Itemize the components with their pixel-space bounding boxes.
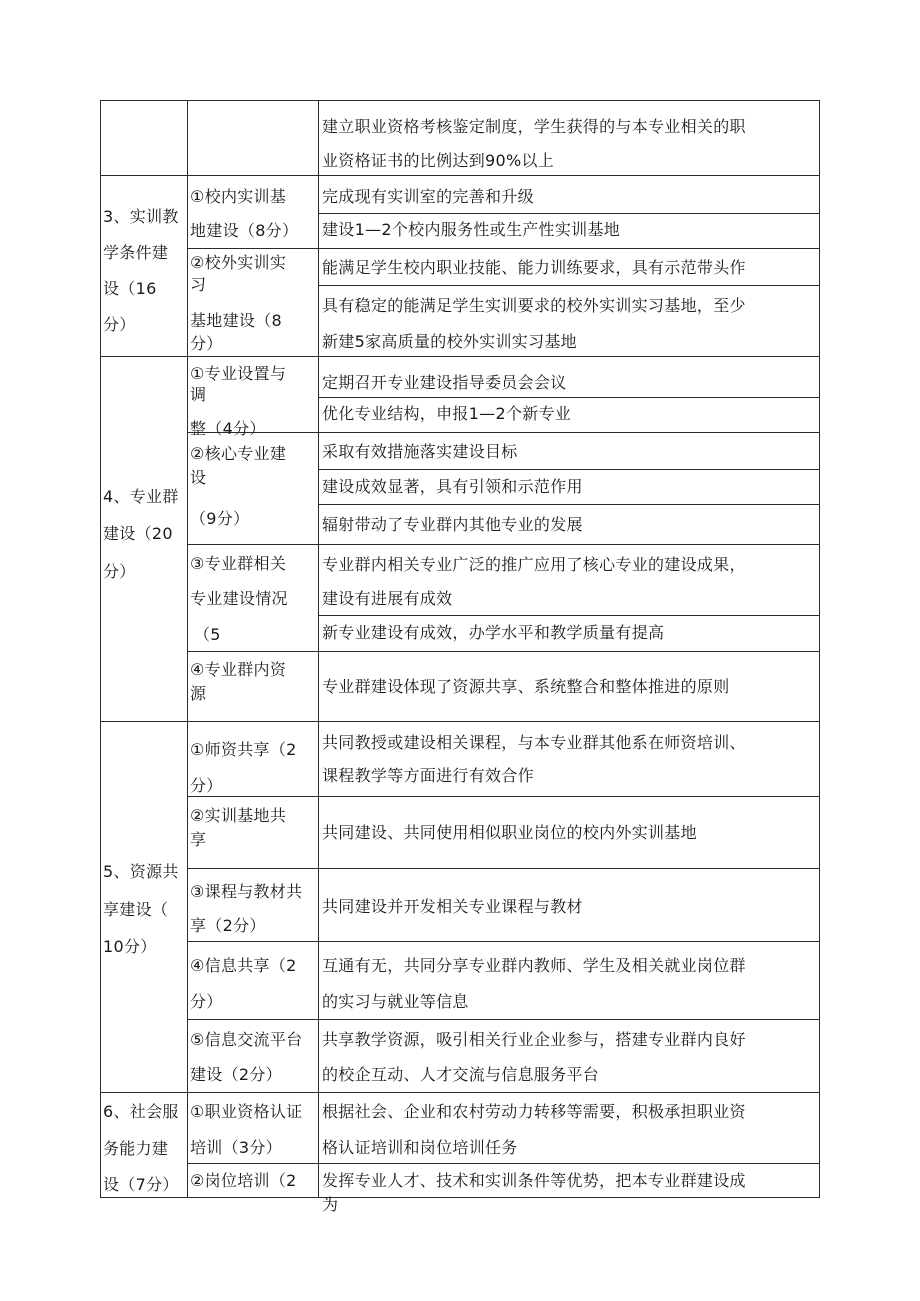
category-label: 享建设（ — [103, 900, 169, 919]
requirement-text: 共同建设、共同使用相似职业岗位的校内外实训基地 — [322, 823, 697, 842]
requirement-text: 根据社会、企业和农村劳动力转移等需要，积极承担职业资 — [322, 1102, 746, 1121]
cell-divider — [318, 504, 820, 505]
requirement-text: 具有稳定的能满足学生实训要求的校外实训实习基地，至少 — [322, 296, 746, 315]
cell-divider — [187, 651, 820, 652]
subitem-cell — [188, 357, 317, 438]
requirement-text: 采取有效措施落实建设目标 — [322, 442, 518, 461]
requirement-text: 建设有进展有成效 — [322, 589, 453, 608]
table-right-border — [819, 100, 820, 1198]
requirement-text: 专业群内相关专业广泛的推广应用了核心专业的建设成果， — [322, 555, 746, 574]
subitem-label: ④信息共享（2 — [190, 956, 297, 975]
category-label: 6、社会服 — [103, 1102, 179, 1121]
subitem-label: 习 — [190, 275, 207, 294]
subitem-label: 调 — [190, 385, 207, 404]
requirement-text: 互通有无，共同分享专业群内教师、学生及相关就业岗位群 — [322, 956, 746, 975]
category-label: 设（16 — [103, 279, 157, 298]
requirement-cell — [319, 1164, 819, 1214]
requirement-text: 格认证培训和岗位培训任务 — [322, 1138, 518, 1157]
category-label: 学条件建 — [103, 243, 169, 262]
subitem-label: 专业建设情况 — [190, 589, 288, 608]
requirement-text: 辐射带动了专业群内其他专业的发展 — [322, 515, 583, 534]
category-label: 3、实训教 — [103, 207, 179, 226]
subitem-label: ①专业设置与 — [190, 364, 287, 383]
category-label: 务能力建 — [103, 1139, 169, 1158]
category-label: 设（7分） — [103, 1175, 179, 1194]
requirement-text: 建立职业资格考核鉴定制度，学生获得的与本专业相关的职 — [322, 117, 746, 136]
subitem-label: ①校内实训基 — [190, 187, 287, 206]
requirement-text: 共同建设并开发相关专业课程与教材 — [322, 897, 583, 916]
cell-divider — [187, 868, 820, 869]
requirement-text: 业资格证书的比例达到90%以上 — [322, 151, 555, 170]
category-label: 10分） — [103, 937, 157, 956]
requirement-text: 发挥专业人才、技术和实训条件等优势，把本专业群建设成 — [322, 1171, 746, 1190]
subitem-label: 培训（3分） — [190, 1138, 282, 1157]
cell-divider — [187, 1019, 820, 1020]
cell-divider — [318, 285, 820, 286]
subitem-label: （5 — [194, 625, 221, 644]
requirement-text: 共同教授或建设相关课程，与本专业群其他系在师资培训、 — [322, 733, 746, 752]
requirement-text: 的校企互动、人才交流与信息服务平台 — [322, 1065, 600, 1084]
subitem-label: 建设（2分） — [190, 1065, 282, 1084]
requirement-text: 优化专业结构，申报1—2个新专业 — [322, 404, 572, 423]
requirement-text: 建设成效显著，具有引领和示范作用 — [322, 477, 583, 496]
subitem-label: ①师资共享（2 — [190, 740, 297, 759]
category-label: 5、资源共 — [103, 862, 179, 881]
subitem-label: ②校外实训实 — [190, 253, 287, 272]
row-divider — [100, 721, 820, 722]
subitem-label: 基地建设（8 — [190, 311, 282, 330]
subitem-label: ②核心专业建 — [190, 444, 287, 463]
subitem-label: ⑤信息交流平台 — [190, 1030, 303, 1049]
requirement-text: 为 — [322, 1195, 339, 1214]
subitem-label: 分） — [190, 776, 223, 795]
category-label: 建设（20 — [103, 524, 173, 543]
row-divider — [100, 100, 820, 101]
subitem-label: ②岗位培训（2 — [190, 1171, 297, 1190]
requirement-text: 的实习与就业等信息 — [322, 992, 469, 1011]
requirement-text: 建设1—2个校内服务性或生产性实训基地 — [322, 220, 621, 239]
requirement-text: 专业群建设体现了资源共享、系统整合和整体推进的原则 — [322, 677, 730, 696]
requirement-text: 新专业建设有成效，办学水平和教学质量有提高 — [322, 623, 665, 642]
requirement-text: 完成现有实训室的完善和升级 — [322, 187, 534, 206]
subitem-label: （9分） — [190, 509, 250, 528]
category-label: 4、专业群 — [103, 487, 179, 506]
subitem-label: ②实训基地共 — [190, 806, 287, 825]
requirement-text: 课程教学等方面进行有效合作 — [322, 766, 534, 785]
subitem-label: 享 — [190, 830, 207, 849]
requirement-text: 新建5家高质量的校外实训实习基地 — [322, 332, 577, 351]
cell-divider — [187, 544, 820, 545]
category-label: 分） — [103, 562, 136, 581]
column-divider-subitem — [318, 100, 319, 1198]
subitem-label: 享（2分） — [190, 916, 266, 935]
requirement-text: 能满足学生校内职业技能、能力训练要求，具有示范带头作 — [322, 258, 746, 277]
subitem-label: ①职业资格认证 — [190, 1102, 303, 1121]
subitem-label: 源 — [190, 684, 207, 703]
requirement-text: 共享教学资源，吸引相关行业企业参与，搭建专业群内良好 — [322, 1030, 746, 1049]
subitem-label: 分） — [190, 992, 223, 1011]
subitem-label: 整（4分） — [190, 419, 266, 438]
cell-divider — [187, 941, 820, 942]
row-divider — [100, 1092, 820, 1093]
cell-divider — [187, 432, 820, 433]
subitem-label: ③课程与教材共 — [190, 882, 303, 901]
subitem-label: ③专业群相关 — [190, 554, 287, 573]
subitem-label: 分） — [190, 334, 223, 353]
requirement-text: 定期召开专业建设指导委员会会议 — [322, 373, 567, 392]
table-left-border — [100, 100, 101, 1198]
cell-divider — [187, 796, 820, 797]
subitem-label: 设 — [190, 468, 207, 487]
subitem-label: ④专业群内资 — [190, 660, 287, 679]
category-label: 分） — [103, 315, 136, 334]
subitem-label: 地建设（8分） — [190, 221, 299, 240]
column-divider-category — [187, 100, 188, 1198]
